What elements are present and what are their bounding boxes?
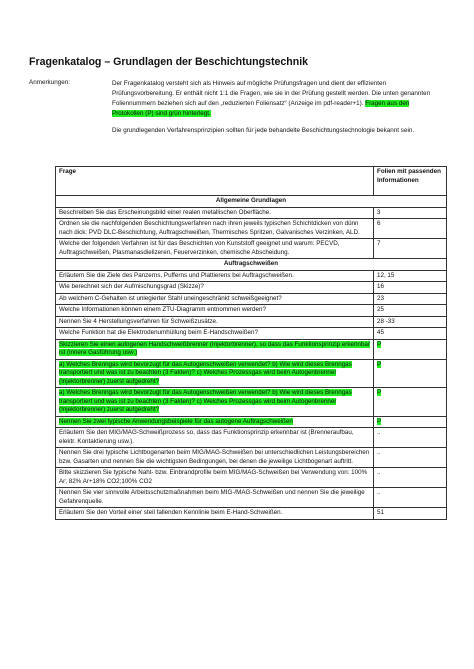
table-row <box>56 270 447 282</box>
question-text: Nennen Sie zwei typische Anwendungsbeispiele für das autogene Auftragschweißen <box>59 417 293 425</box>
slides-ref: P <box>377 360 382 368</box>
table-row <box>56 508 447 520</box>
table-row <box>56 468 447 488</box>
table-row <box>56 316 447 328</box>
question-cell <box>56 239 374 259</box>
question-cell <box>56 416 374 428</box>
question-text: Nennen Sie 4 Herstellungsverfahren für Schweißzusätze. <box>59 317 218 325</box>
question-text: Erläutern Sie den MIG/MAG-Schweißprozess so, dass das Funktionsprinzip erkennbar ist (Brenneraufbau, elektr. Kontaktierung usw.). <box>59 429 354 445</box>
question-table <box>55 166 447 520</box>
question-cell <box>56 428 374 448</box>
question-text: Welche Informationen können einem ZTU-Diagramm entnommen werden? <box>59 306 266 313</box>
slides-ref: .. <box>377 429 381 436</box>
slides-ref: P <box>377 417 382 425</box>
table-row <box>56 282 447 294</box>
document-title: Fragenkatalog – Grundlagen der Beschichtungstechnik <box>29 56 309 68</box>
section-title: Auftragschweißen <box>56 259 447 271</box>
question-cell <box>56 282 374 294</box>
slides-ref: 25 <box>377 306 384 313</box>
notes-protocol-highlight: Fragen aus den Protokollen (P) sind grün hinterlegt. <box>112 100 410 117</box>
question-text: Ordnen sie die nachfolgenden Beschichtungsverfahren nach ihren jeweils typischen Schichtdicken von dünn nach dick: PVD DLC-Beschichtung, Auftragschweißen, Thermisches Spritzen, Galvanisches Verzinken, ALD. <box>59 220 360 236</box>
slides-cell <box>374 270 447 282</box>
table-row <box>56 388 447 417</box>
question-cell <box>56 359 374 388</box>
notes-paragraph-2: Die grundlegenden Verfahrensprinzipien sollten für jede behandelte Beschichtungstechnologie bekannt sein. <box>112 127 415 134</box>
question-text: Nennen Sie drei typische Lichtbogenarten beim MIG/MAG-Schweißen bei unterschiedlichen Leistungsbereichen bzw. Gasarten und nennen Sie die wichtigsten Bedingungen, bei denen die jeweilige Lichtbogenart auftritt. <box>59 449 370 465</box>
slides-cell <box>374 468 447 488</box>
table-row <box>56 428 447 448</box>
question-cell <box>56 468 374 488</box>
slides-ref: 23 <box>377 294 384 302</box>
question-text: Ab welchem C-Gehalten ist unlegierter Stahl uneingeschränkt schweißgeeignet? <box>59 294 282 302</box>
table-row <box>56 328 447 340</box>
question-cell <box>56 388 374 417</box>
table-row <box>56 488 447 508</box>
slides-ref: 16 <box>377 283 384 290</box>
question-text: Welche der folgenden Verfahren ist für das Beschichten von Kunststoff geeignet und warum: PECVD, Auftragschweißen, Plasmanasdielizeren, Feuerverzinken, chemische Abscheidung. <box>59 240 340 256</box>
notes-label: Anmerkungen: <box>29 79 70 86</box>
question-text: Skizzieren Sie einen autogenen Handschweißbrenner (Injektorbrenner), so dass das Funktionsprinzip erkennbar ist (innere Gasführung usw.) <box>59 340 370 356</box>
slides-cell <box>374 207 447 219</box>
question-cell <box>56 219 374 239</box>
table-row <box>56 448 447 468</box>
table-row <box>56 305 447 317</box>
question-text: Erläutern Sie den Vorteil einer steil fallenden Kennlinie beim E-Hand-Schweißen. <box>59 509 283 516</box>
question-cell <box>56 339 374 359</box>
question-cell <box>56 316 374 328</box>
question-text: a) Welches Brenngas wird bevorzugt für das Autogenschweißen verwendet? b) Wie wird dieses Brenngas transportiert und was ist zu beachten (3 Fakten)? c) Welches Prozessgas wird beim Autogenbrenner (Injektorbrenner) zuerst aufgedreht? <box>59 389 352 413</box>
question-cell <box>56 488 374 508</box>
question-text: Nennen Sie vier sinnvolle Arbeitsschutzmaßnahmen beim MIG-/MAG-Schweißen und nennen Sie die jeweilige Gefahrenquelle. <box>59 489 365 505</box>
slides-ref: 6 <box>377 220 381 227</box>
section-title: Allgemeine Grundlagen <box>56 196 447 208</box>
question-cell <box>56 270 374 282</box>
slides-cell <box>374 388 447 417</box>
question-text: Welche Funktion hat die Elektrodenumhüllung beim E-Handschweißen? <box>59 329 258 336</box>
question-text: Beschreiben Sie das Erscheinungsbild einer realen metallischen Oberfläche. <box>59 208 271 216</box>
slides-ref: P <box>377 340 382 348</box>
question-cell <box>56 508 374 520</box>
slides-ref: 28 -33 <box>377 317 395 325</box>
table-row <box>56 239 447 259</box>
slides-cell <box>374 448 447 468</box>
question-cell <box>56 207 374 219</box>
question-cell <box>56 293 374 305</box>
question-text: a) Welches Brenngas wird bevorzugt für das Autogenschweißen verwendet? b) Wie wird dieses Brenngas transportiert und was ist zu beachten (3 Fakten)? c) Welches Prozessgas wird beim Autogenbrenner (Injektorbrenner) zuerst aufgedreht? <box>59 360 352 385</box>
slides-ref: .. <box>377 489 381 496</box>
slides-cell <box>374 339 447 359</box>
slides-cell <box>374 416 447 428</box>
slides-ref: 45 <box>377 329 384 336</box>
table-row <box>56 416 447 428</box>
slides-ref: 12, 15 <box>377 271 395 279</box>
slides-cell <box>374 293 447 305</box>
table-row <box>56 207 447 219</box>
notes-text <box>112 79 442 136</box>
slides-ref: .. <box>377 449 381 456</box>
table-row <box>56 359 447 388</box>
table-row <box>56 293 447 305</box>
question-text: Erläutern Sie die Ziele des Panzerns, Pufferns und Plattierens bei Auftragschweißen. <box>59 271 294 279</box>
section-row <box>56 259 447 271</box>
question-cell <box>56 305 374 317</box>
slides-cell <box>374 305 447 317</box>
slides-cell <box>374 239 447 259</box>
question-cell <box>56 328 374 340</box>
question-cell <box>56 448 374 468</box>
table-header-row <box>56 167 447 196</box>
slides-cell <box>374 359 447 388</box>
slides-cell <box>374 488 447 508</box>
section-row <box>56 196 447 208</box>
slides-ref: P <box>377 389 382 396</box>
slides-cell <box>374 282 447 294</box>
slides-ref: 3 <box>377 208 381 216</box>
table-row <box>56 339 447 359</box>
slides-cell <box>374 316 447 328</box>
slides-cell <box>374 328 447 340</box>
question-text: Wie berechnet sich der Aufmischungsgrad (Skizze)? <box>59 283 204 290</box>
table-row <box>56 219 447 239</box>
header-slides: Folien mit passenden Informationen <box>374 167 447 196</box>
slides-cell <box>374 428 447 448</box>
header-question: Frage <box>56 167 374 196</box>
slides-cell <box>374 219 447 239</box>
slides-ref: 51 <box>377 509 384 516</box>
question-text: Bitte skizzieren Sie typische Naht- bzw. Einbrandprofile beim MIG/MAG-Schweißen bei Verwendung von: 100% Ar; 82% Ar+18% CO2;100% CO2 <box>59 469 368 485</box>
notes-paragraph-1 <box>112 79 442 119</box>
notes-paragraph-1-main: Der Fragenkatalog versteht sich als Hinweis auf mögliche Prüfungsfragen und dient der effizienten Prüfungsvorbereitung. Er enthält nicht 1:1 die Fragen, wie sie in der Prüfung gestellt werden. Die unten genannten Foliennummern beziehen sich auf den „reduzierten Foliensatz“ (Anzeige im pdf-reader+1). <box>112 80 431 107</box>
slides-ref: 7 <box>377 240 381 247</box>
slides-ref: .. <box>377 469 381 476</box>
slides-cell <box>374 508 447 520</box>
